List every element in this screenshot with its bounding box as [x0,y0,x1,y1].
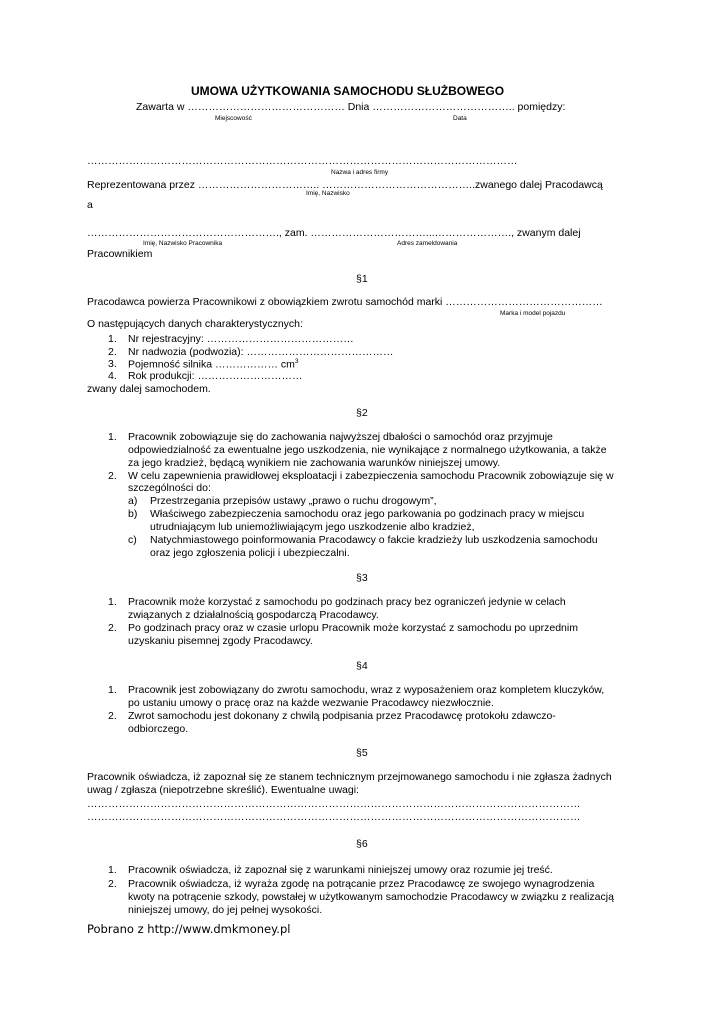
s6-item-line: Pracownik oświadcza, iż zapoznał się z warunkami niniejszej umowy oraz rozumie jej treść. [128,864,553,876]
employee-label: Imię, Nazwisko Pracownika [143,240,223,247]
s4-item-number: 1. [108,684,117,696]
s2-item-number: 1. [108,431,117,443]
s5-line: Pracownik oświadcza, iż zapoznał się ze stanem technicznym przejmowanego samochodu i nie zgłasza żadnych [87,771,612,783]
s1-item-number: 3. [108,358,117,370]
label-place: Miejscowość [215,115,252,122]
employee-line: ………………………………………………., zam. ……………………………...…………………., zwanym dalej [87,227,581,239]
s1-item-text: Nr nadwozia (podwozia): …………………………………… [128,346,394,358]
footer-source-link[interactable]: Pobrano z http://www.dmkmoney.pl [87,922,291,936]
s3-item-line: uzyskaniu pisemnej zgody Pracodawcy. [128,635,313,647]
s3-item-number: 2. [108,622,117,634]
s4-item-line: Pracownik jest zobowiązany do zwrotu samochodu, wraz z wyposażeniem oraz kompletem kluczyków, [128,684,605,696]
s6-item-line: kwoty na potrącenie szkody, powstałej w użytkowanym samochodzie Pracodawcy w związku z realizacją [128,891,614,903]
s6-item-line: niniejszej umowy, do jej pełnej wysokości. [128,904,323,916]
employee-word: Pracownikiem [87,248,153,260]
s2-sub-line: utrudniającym lub uniemożliwiającym jego uszkodzenie albo kradzież, [150,521,475,533]
section-6-heading: §6 [356,838,368,850]
s5-dots: …………………………………………………………………………………………………………………………… [87,811,581,823]
section-2-heading: §2 [356,407,368,419]
s2-item-line: odpowiedzialność za ewentualne jego uszkodzenia, nie wynikające z normalnego użytkowania, a także [128,444,607,456]
section-4-heading: §4 [356,660,368,672]
section-1-closing: zwany dalej samochodem. [87,383,211,395]
s1-item-text-main: Pojemność silnika ……………… cm [128,358,295,371]
company-line: …………………………………………………………………………………………………………… [87,155,518,167]
s2-item-line: Pracownik zobowiązuje się do zachowania najwyższej dbałości o samochód oraz przyjmuje [128,431,553,443]
s4-item-line: odbiorczego. [128,723,189,735]
s1-item-text: Nr rejestracyjny: …………………………………… [128,333,354,345]
superscript-three: 3 [294,358,299,365]
s6-item-line: Pracownik oświadcza, iż wyraża zgodę na potrącanie przez Pracodawcę ze swojego wynagrodzenia [128,878,595,890]
represented-line: Reprezentowana przez …………………………….. ……………………………………..zwanego dalej Pracodawcą [87,179,603,191]
header-line: Zawarta w ……………………………………… Dnia ………………………………….. pomiędzy: [136,101,566,113]
s1-item-number: 4. [108,370,117,382]
section-1-heading: §1 [356,273,368,285]
s1-item-number: 1. [108,333,117,345]
s2-item-line: za jego kradzież, będącą wynikiem nie zachowania warunków niniejszej umowy. [128,457,501,469]
s3-item-number: 1. [108,596,117,608]
s5-dots: …………………………………………………………………………………………………………………………… [87,798,581,810]
s2-item-line: szczególności do: [128,482,211,494]
section-1-intro: Pracodawca powierza Pracownikowi z obowiązkiem zwrotu samochód marki ……………………………………… [87,296,603,308]
s3-item-line: związanych z działalnością gospodarczą Pracodawcy. [128,609,379,621]
s4-item-line: Zwrot samochodu jest dokonany z chwilą podpisania przez Pracodawcę protokołu zdawczo- [128,710,556,722]
s1-item-text [128,358,299,371]
section-3-heading: §3 [356,572,368,584]
address-label: Adres zameldowania [397,240,458,247]
s2-item-line: W celu zapewnienia prawidłowej eksploatacji i zabezpieczenia samochodu Pracownik zobowiązuje się w [128,470,614,482]
represented-label: Imię, Nazwisko [306,190,350,197]
s3-item-line: Po godzinach pracy oraz w czasie urlopu Pracownik może korzystać z samochodu po uprzednim [128,622,578,634]
document-title: UMOWA UŻYTKOWANIA SAMOCHODU SŁUŻBOWEGO [191,84,505,98]
s5-line: uwag / zgłasza (niepotrzebne skreślić). Ewentualne uwagi: [87,784,359,796]
label-date: Data [453,115,467,122]
s4-item-number: 2. [108,710,117,722]
s2-item-number: 2. [108,470,117,482]
s2-sub-line: Przestrzegania przepisów ustawy „prawo o ruchu drogowym”, [150,495,437,507]
s2-sub-line: oraz jego zgłoszenia policji i ubezpieczalni. [150,547,350,559]
section-5-heading: §5 [356,747,368,759]
s6-item-number: 2. [108,878,117,890]
s3-item-line: Pracownik może korzystać z samochodu po godzinach pracy bez ograniczeń jedynie w celach [128,596,566,608]
make-label: Marka i model pojazdu [500,310,566,317]
s2-sub-letter: c) [128,534,137,546]
s1-item-number: 2. [108,346,117,358]
company-label: Nazwa i adres firmy [331,169,389,176]
s2-sub-line: Właściwego zabezpieczenia samochodu oraz jego parkowania po godzinach pracy w miejscu [150,508,585,520]
section-1-details: O następujących danych charakterystycznych: [87,318,303,330]
conjunction-a: a [87,199,93,211]
s6-item-number: 1. [108,864,117,876]
s2-sub-letter: b) [128,508,138,520]
s4-item-line: po ustaniu umowy o pracę oraz na każde wezwanie Pracodawcy niezwłocznie. [128,697,494,709]
s2-sub-line: Natychmiastowego poinformowania Pracodawcy o fakcie kradzieży lub uszkodzenia samochodu [150,534,598,546]
s1-item-text: Rok produkcji: ………………………… [128,370,303,382]
s2-sub-letter: a) [128,495,138,507]
